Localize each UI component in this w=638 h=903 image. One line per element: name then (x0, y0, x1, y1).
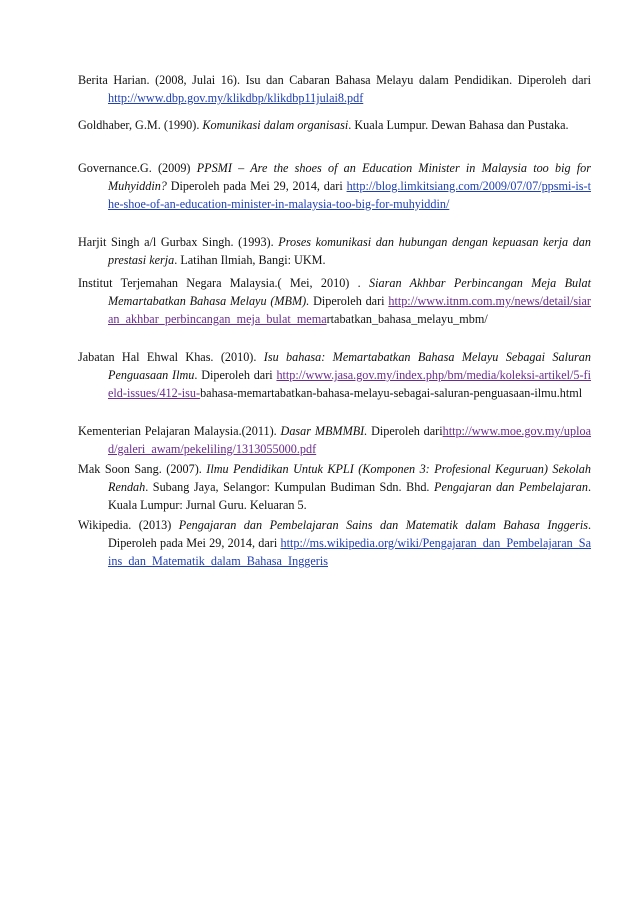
reference-text: rtabatkan_bahasa_melayu_mbm/ (326, 312, 488, 326)
reference-text: . Latihan Ilmiah, Bangi: UKM. (174, 253, 326, 267)
reference-entry (78, 422, 591, 458)
reference-text: . Subang Jaya, Selangor: Kumpulan Budiman Sdn. Bhd. (145, 480, 434, 494)
reference-text: . Kuala Lumpur. Dewan Bahasa dan Pustaka. (348, 118, 569, 132)
reference-text: Diperoleh dari (367, 424, 443, 438)
reference-text: . Diperoleh dari (194, 368, 277, 382)
reference-text: Kementerian Pelajaran Malaysia.(2011). (78, 424, 281, 438)
reference-text: Diperoleh pada Mei 29, 2014, dari (166, 179, 347, 193)
reference-link[interactable]: http://www.moe.gov.my/upload/galeri_awam/pekeliling/1313055000.pdf (108, 424, 591, 456)
reference-title: Dasar MBMMBI. (280, 424, 368, 438)
reference-link[interactable]: http://ms.wikipedia.org/wiki/Pengajaran_dan_Pembelajaran_Sains_dan_Matematik_dalam_Bahasa_Inggeris (108, 536, 591, 568)
reference-text: Jabatan Hal Ehwal Khas. (2010). (78, 350, 264, 364)
reference-entry (78, 233, 591, 269)
reference-link[interactable]: http://www.dbp.gov.my/klikdbp/klikdbp11julai8.pdf (108, 91, 364, 105)
reference-title: Pengajaran dan Pembelajaran Sains dan Matematik dalam Bahasa Inggeris (178, 518, 588, 532)
reference-text: . Diperoleh pada Mei 29, 2014, dari (108, 518, 592, 550)
reference-link[interactable]: http://blog.limkitsiang.com/2009/07/07/ppsmi-is-the-shoe-of-an-education-minister-in-malaysia-too-big-for-muhyiddin/ (108, 179, 591, 211)
reference-text: bahasa-memartabatkan-bahasa-melayu-sebagai-saluran-penguasaan-ilmu.html (200, 386, 583, 400)
reference-entry (78, 159, 591, 213)
reference-title: Isu bahasa: Memartabatkan Bahasa Melayu Sebagai Saluran Penguasaan Ilmu (108, 350, 591, 382)
reference-text: Mak Soon Sang. (2007). (78, 462, 207, 476)
reference-entry (78, 348, 591, 402)
reference-entry (78, 116, 591, 134)
reference-title: Proses komunikasi dan hubungan dengan kepuasan kerja dan prestasi kerja (108, 235, 591, 267)
reference-text: Wikipedia. (2013) (78, 518, 179, 532)
reference-entry (78, 274, 591, 328)
reference-title: Komunikasi dalam organisasi (202, 118, 349, 132)
reference-entry (78, 516, 591, 570)
reference-entry (78, 460, 591, 514)
reference-title: Siaran Akhbar Perbincangan Meja Bulat Memartabatkan Bahasa Melayu (MBM). (108, 276, 591, 308)
reference-text: Berita Harian. (2008, Julai 16). Isu dan Cabaran Bahasa Melayu dalam Pendidikan. Diperoleh dari (78, 73, 591, 87)
reference-text: Governance.G. (2009) (78, 161, 197, 175)
reference-entry (78, 71, 591, 107)
reference-title: Ilmu Pendidikan Untuk KPLI (Komponen 3: Profesional Keguruan) Sekolah Rendah (108, 462, 591, 494)
reference-title: PPSMI – Are the shoes of an Education Minister in Malaysia too big for Muhyiddin? (108, 161, 591, 193)
reference-text: Diperoleh dari (309, 294, 389, 308)
reference-text: . Kuala Lumpur: Jurnal Guru. Keluaran 5. (108, 480, 591, 512)
reference-text: Goldhaber, G.M. (1990). (78, 118, 203, 132)
reference-link[interactable]: http://www.jasa.gov.my/index.php/bm/media/koleksi-artikel/5-field-issues/412-isu- (108, 368, 591, 400)
reference-link[interactable]: http://www.itnm.com.my/news/detail/siaran_akhbar_perbincangan_meja_bulat_mema (108, 294, 591, 326)
reference-text: Institut Terjemahan Negara Malaysia.( Mei, 2010) . (78, 276, 370, 290)
reference-text: Harjit Singh a/l Gurbax Singh. (1993). (78, 235, 279, 249)
reference-title: Pengajaran dan Pembelajaran (434, 480, 588, 494)
